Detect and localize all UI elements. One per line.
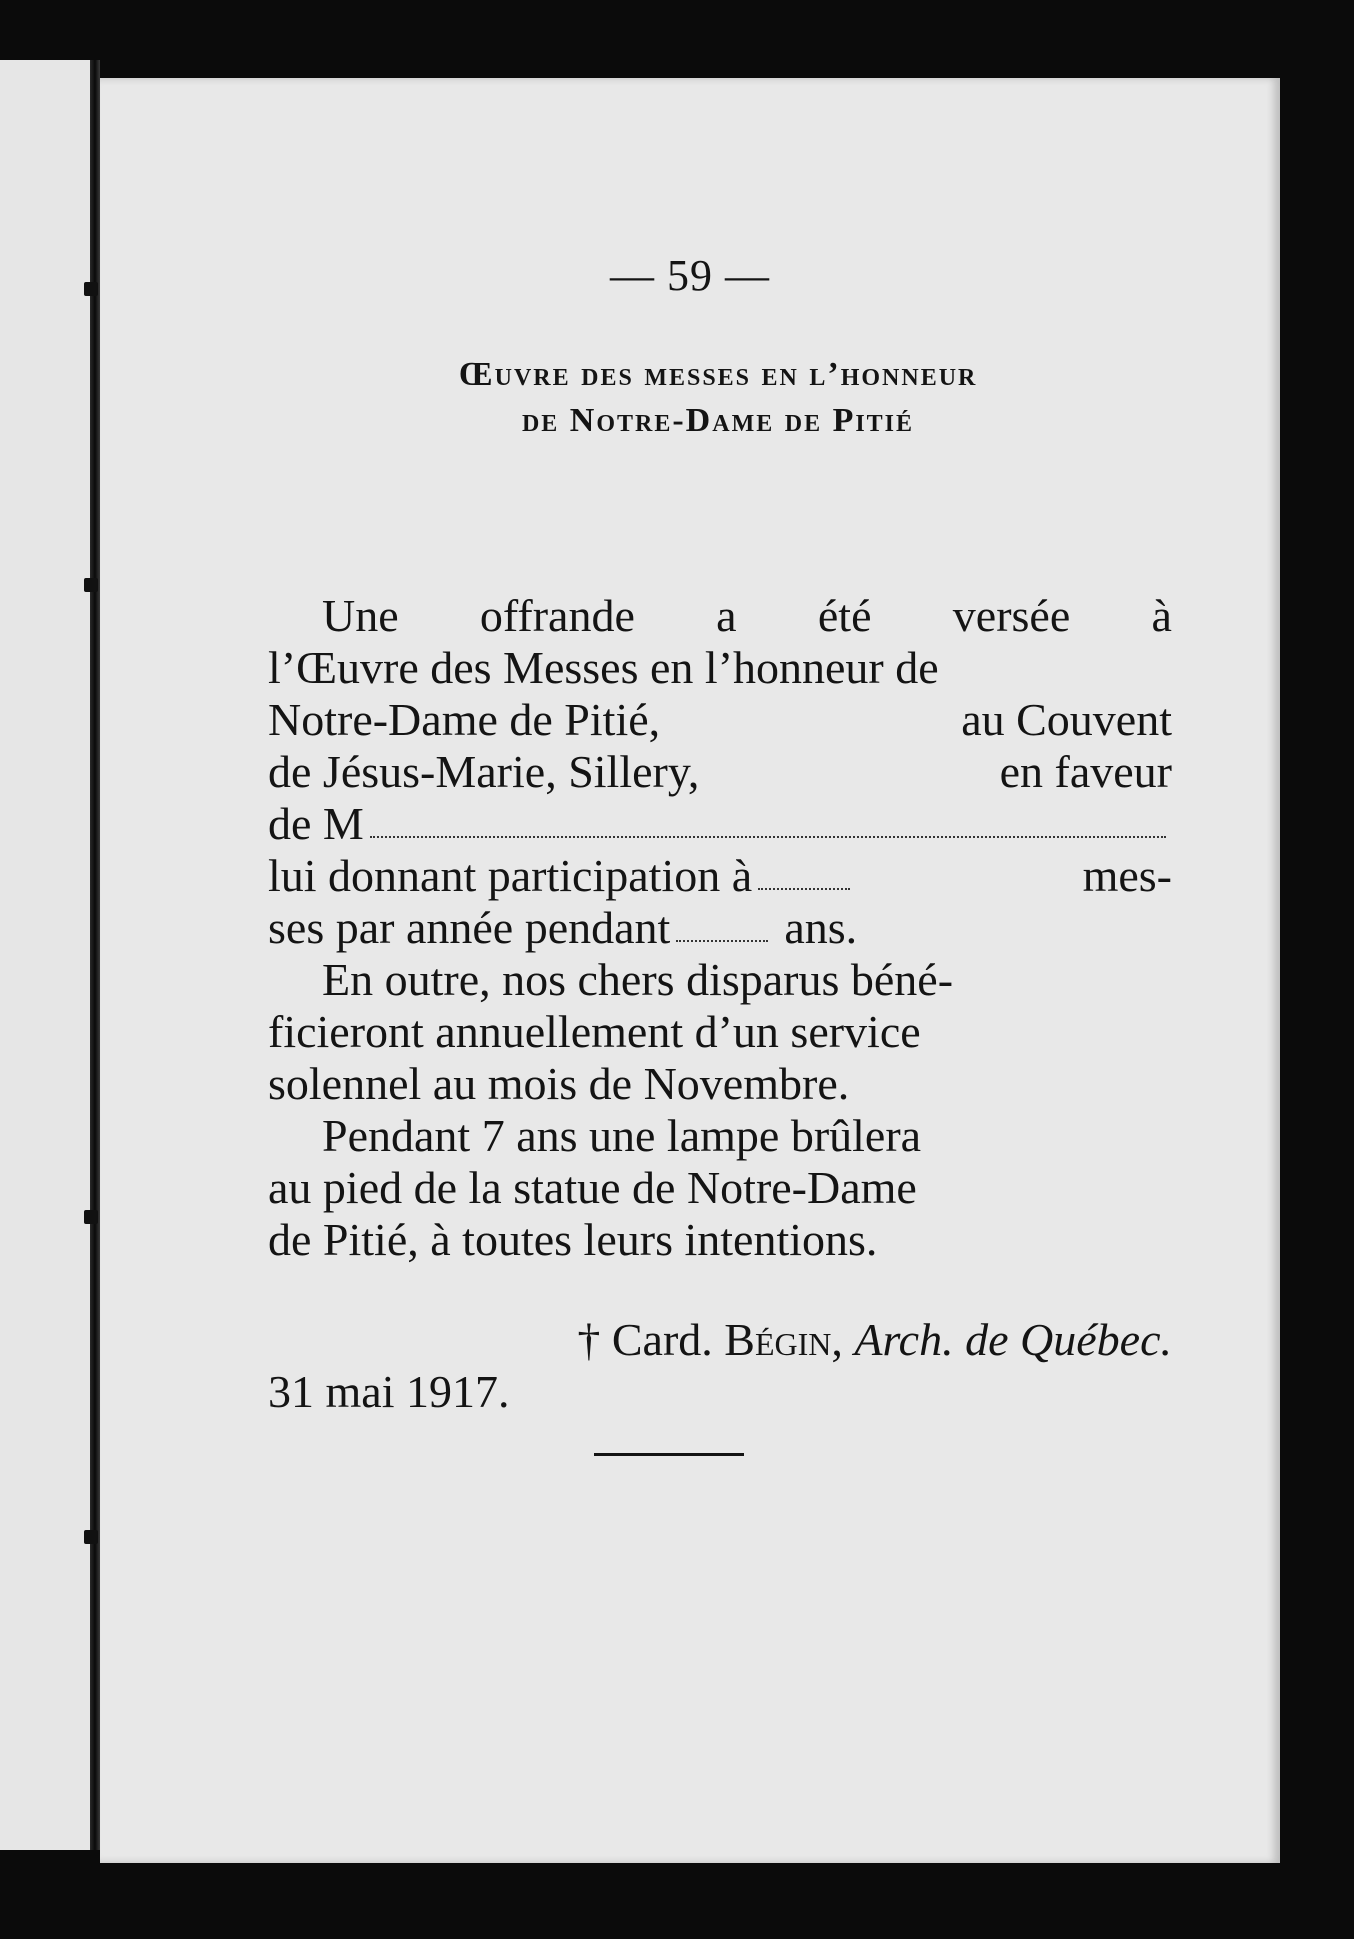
line-text: ficieront annuellement d’un service xyxy=(268,1006,921,1057)
signature-line xyxy=(268,1314,1172,1366)
page-number: — 59 — xyxy=(610,251,770,300)
binding-stitch xyxy=(84,282,98,296)
date-line xyxy=(268,1366,1172,1418)
title-line: de Notre-Dame de Pitié xyxy=(521,402,915,439)
text-line xyxy=(268,694,1172,746)
line-text: En outre, nos chers disparus béné- xyxy=(322,954,954,1005)
text-line xyxy=(268,1110,1172,1162)
line-text: en faveur xyxy=(999,746,1172,797)
text-line xyxy=(268,642,1172,694)
line-text: de Pitié, à toutes leurs intentions. xyxy=(268,1214,878,1265)
spacer xyxy=(268,1266,1172,1314)
text-line xyxy=(268,1214,1172,1266)
text-line-masses-blank xyxy=(268,850,1172,902)
text-line xyxy=(268,954,1172,1006)
line-text: de Jésus-Marie, Sillery, xyxy=(268,746,700,797)
text-line xyxy=(268,1006,1172,1058)
body-text xyxy=(268,590,1172,1418)
signature-date: 31 mai 1917. xyxy=(268,1366,510,1417)
line-text: de M xyxy=(268,798,364,849)
line-text: ses par année pendant xyxy=(268,902,671,953)
line-text: Notre-Dame de Pitié, xyxy=(268,694,661,745)
line-text: Pendant 7 ans une lampe brûlera xyxy=(322,1110,922,1161)
binding-stitch xyxy=(84,578,98,592)
text-line-years-blank xyxy=(268,902,1172,954)
signature-prefix: † Card. xyxy=(577,1314,713,1365)
masses-count-blank xyxy=(758,850,850,890)
binding-stitch xyxy=(84,1210,98,1224)
text-line xyxy=(268,1162,1172,1214)
word: offrande xyxy=(479,590,635,641)
signature-title: Arch. de Québec. xyxy=(854,1314,1172,1365)
line-text: l’Œuvre des Messes en l’honneur de xyxy=(268,642,939,693)
line-text: au pied de la statue de Notre-Dame xyxy=(268,1162,917,1213)
line-text: lui donnant participation à xyxy=(268,850,753,901)
page-title xyxy=(264,352,1172,444)
word: versée xyxy=(952,590,1071,641)
text-line xyxy=(268,590,1172,642)
title-line: Œuvre des messes en l’honneur xyxy=(458,356,978,393)
document-page xyxy=(100,78,1280,1863)
signature-name: Bégin, xyxy=(724,1314,843,1365)
closing-rule xyxy=(594,1453,744,1456)
word: Une xyxy=(322,590,399,641)
text-line xyxy=(268,746,1172,798)
binding-stitch xyxy=(84,1530,98,1544)
line-text: au Couvent xyxy=(961,694,1172,745)
line-text: solennel au mois de Novembre. xyxy=(268,1058,850,1109)
text-line-name-blank xyxy=(268,798,1172,850)
adjacent-page-edge xyxy=(0,60,96,1850)
binding-spine xyxy=(90,60,100,1850)
word: a xyxy=(716,590,737,641)
word: à xyxy=(1151,590,1172,641)
text-line xyxy=(268,1058,1172,1110)
word: été xyxy=(817,590,872,641)
line-text: mes- xyxy=(1082,850,1172,901)
line-text: ans. xyxy=(784,902,858,953)
years-count-blank xyxy=(676,902,768,942)
name-blank-field xyxy=(370,798,1166,838)
